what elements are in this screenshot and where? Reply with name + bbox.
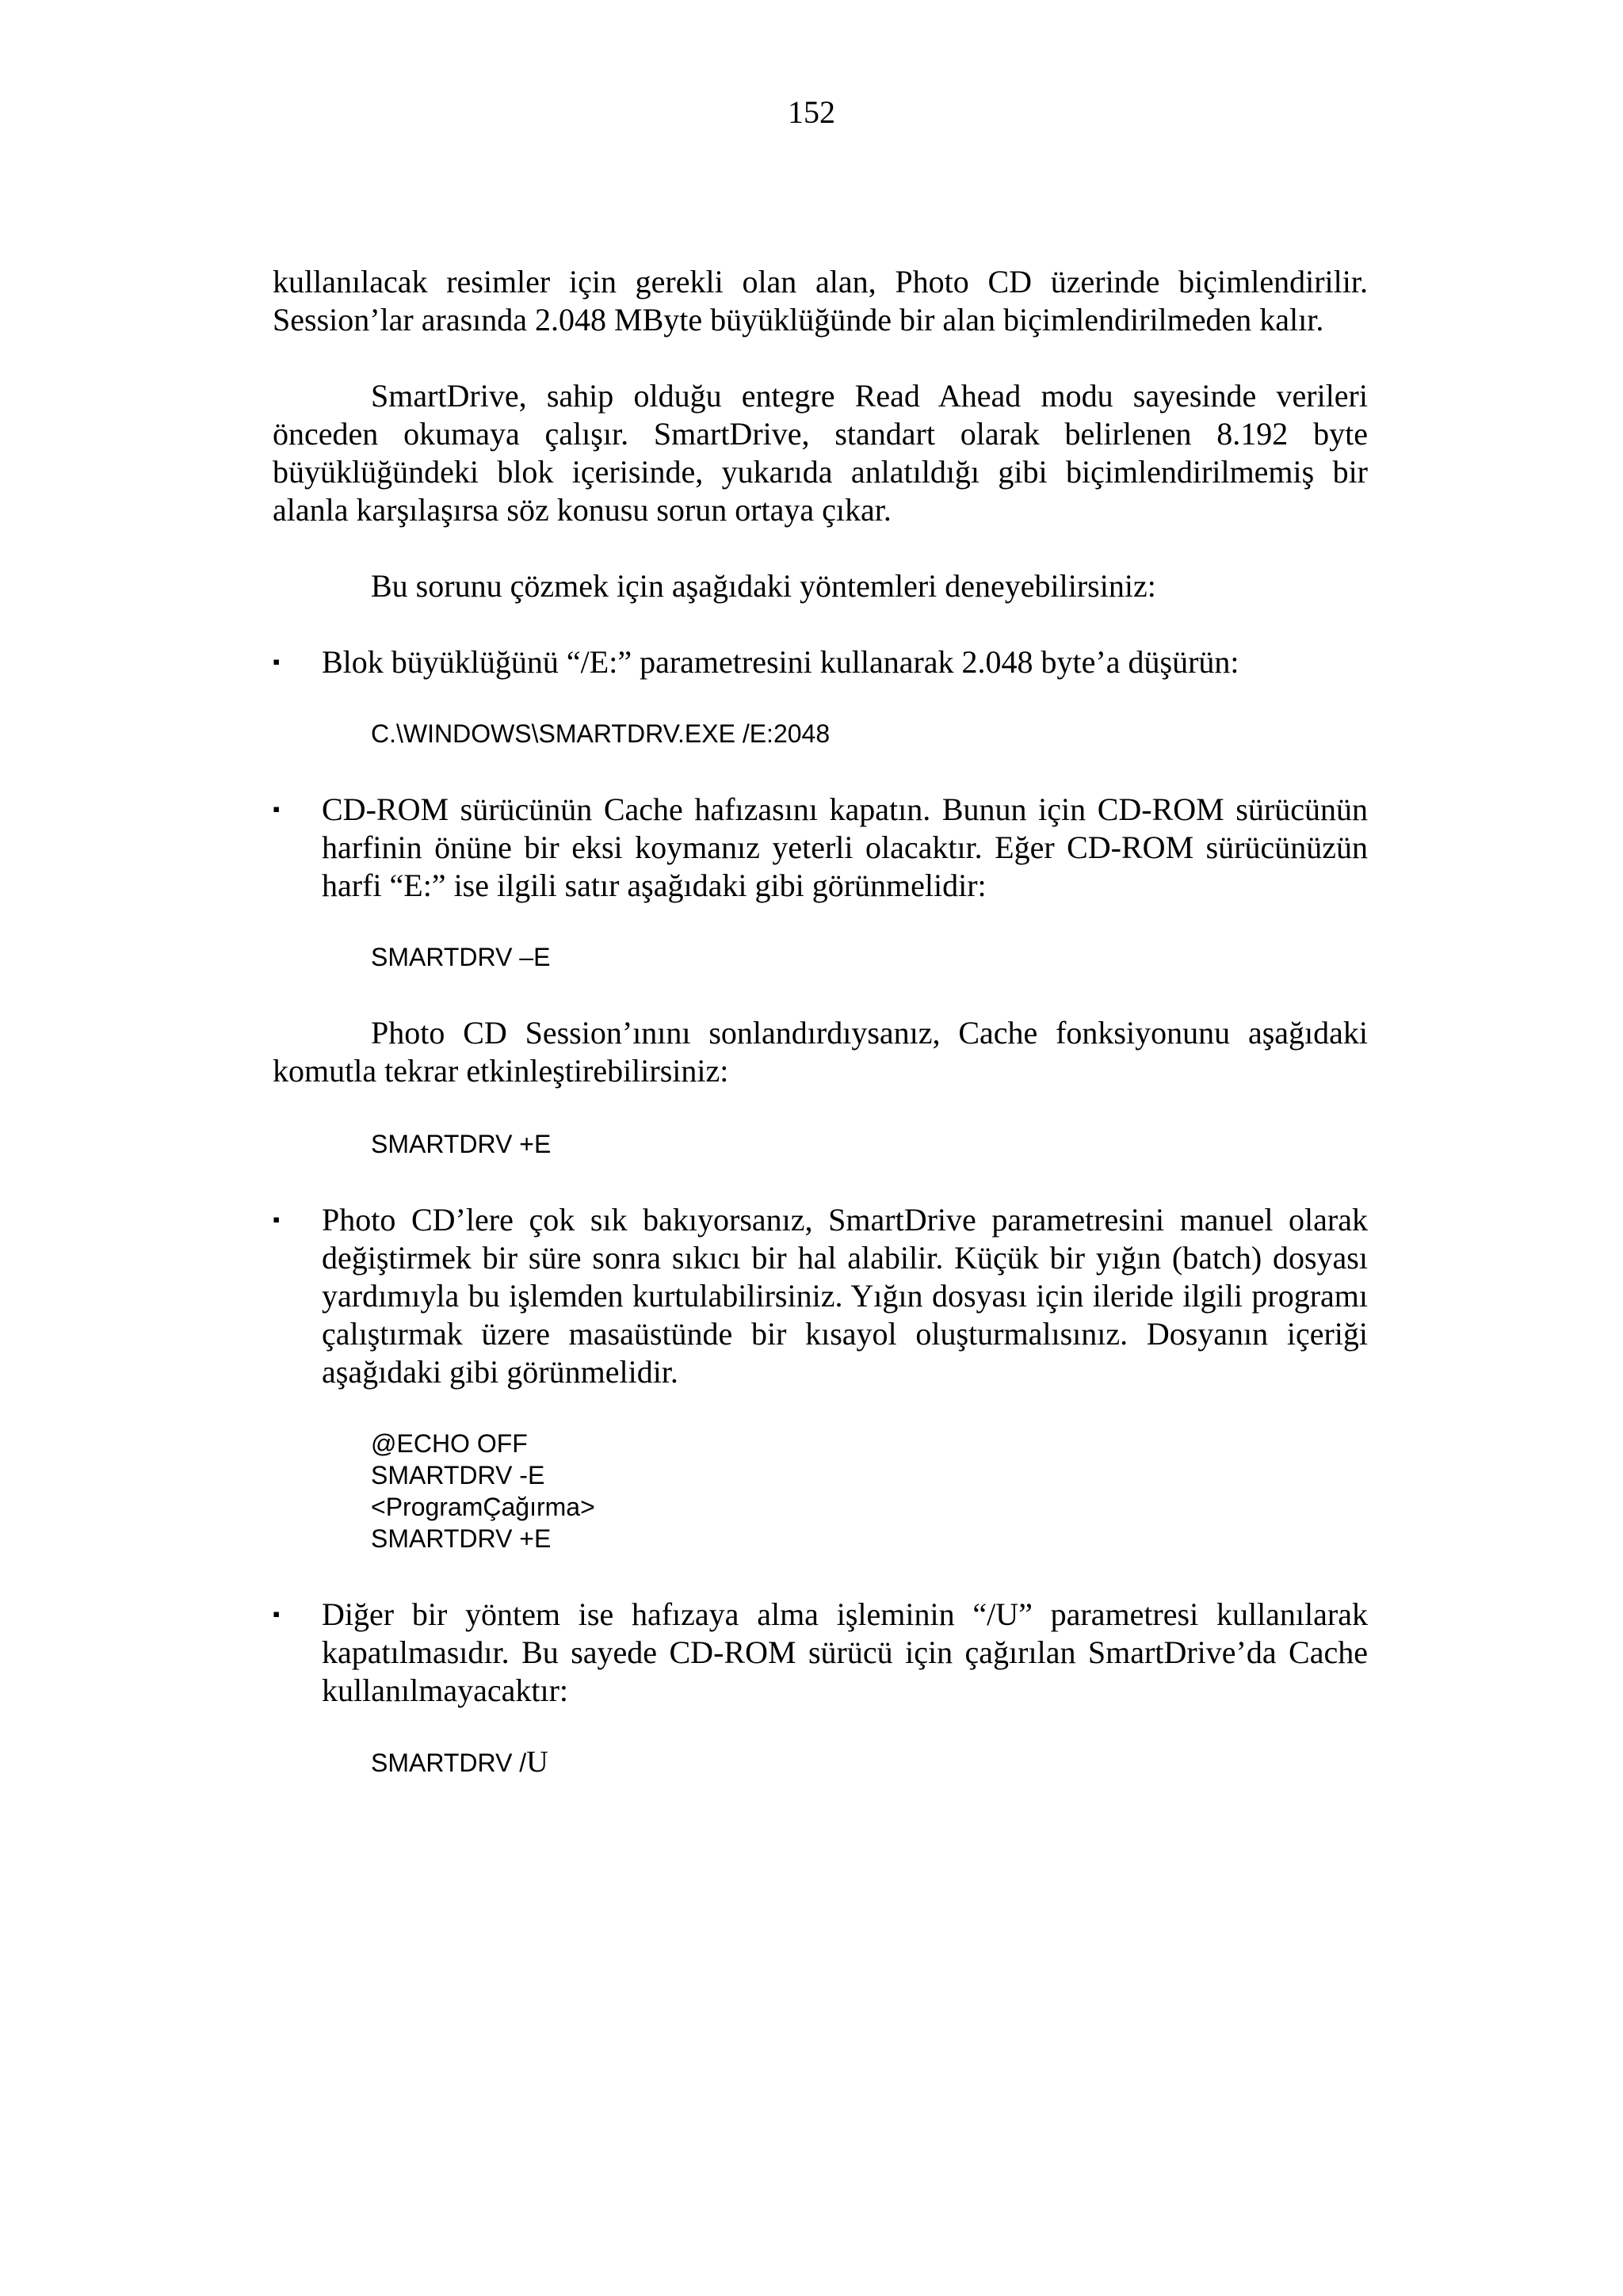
bullet-text: Photo CD’lere çok sık bakıyorsanız, SmartDrive parametresini manuel olarak değiştirmek bir süre sonra sıkıcı bir hal alabilir. Küçük bir yığın (batch) dosyası yardımıyla bu işlemden kurtulabilirsiniz. Yığın dosyası için ileride ilgili programı çalıştırmak üzere masaüstünde bir kısayol oluşturmalısınız. Dosyanın içeriği aşağıdaki gibi görünmelidir.	[322, 1202, 1368, 1390]
code-smartdrv-block-size: C.\WINDOWS\SMARTDRV.EXE /E:2048	[371, 719, 831, 748]
code-line: @ECHO OFF	[371, 1429, 528, 1458]
code-batch-file	[273, 1428, 1368, 1554]
bullet-marker: ▪	[273, 650, 281, 673]
paragraph-photo-cd-format: kullanılacak resimler için gerekli olan alan, Photo CD üzerinde biçimlendirilir. Session’lar arasında 2.048 MByte büyüklüğünde bir alan biçimlendirilmeden kalır.	[273, 264, 1368, 338]
paragraph-smartdrive-read-ahead: SmartDrive, sahip olduğu entegre Read Ahead modu sayesinde verileri önceden okumaya çalışır. SmartDrive, standart olarak belirlenen 8.192 byte büyüklüğündeki blok içerisinde, yukarıda anlatıldığı gibi biçimlendirilmemiş bir alanla karşılaşırsa söz konusu sorun ortaya çıkar.	[273, 378, 1368, 528]
bullet-text: Blok büyüklüğünü “/E:” parametresini kullanarak 2.048 byte’a düşürün:	[322, 644, 1239, 680]
bullet-item-block-size	[273, 643, 1368, 681]
code-line: SMARTDRV -E	[371, 1461, 545, 1489]
code-line: <ProgramÇağırma>	[371, 1493, 595, 1521]
code-smartdrv-u	[273, 1746, 1368, 1779]
bullet-marker: ▪	[273, 1603, 281, 1626]
paragraph-reenable-cache: Photo CD Session’ınını sonlandırdıysanız, Cache fonksiyonunu aşağıdaki komutla tekrar etkinleştirebilirsiniz:	[273, 1015, 1368, 1089]
bullet-item-disable-cache	[273, 791, 1368, 905]
bullet-text: CD-ROM sürücünün Cache hafızasını kapatın. Bunun için CD-ROM sürücünün harfinin önüne bir eksi koymanız yeterli olacaktır. Eğer CD-ROM sürücünüzün harfi “E:” ise ilgili satır aşağıdaki gibi görünmelidir:	[322, 791, 1368, 903]
code-smartdrv-plus-e: SMARTDRV +E	[371, 1130, 552, 1158]
bullet-marker: ▪	[273, 1208, 281, 1231]
code-line: SMARTDRV +E	[371, 1524, 552, 1553]
code-suffix: U	[526, 1745, 548, 1779]
bullet-text: Diğer bir yöntem ise hafızaya alma işleminin “/U” parametresi kullanılarak kapatılmasıdır. Bu sayede CD-ROM sürücü için çağırılan SmartDrive’da Cache kullanılmayacaktır:	[322, 1596, 1368, 1708]
page-body	[273, 263, 1368, 1820]
paragraph-methods-intro: Bu sorunu çözmek için aşağıdaki yöntemleri deneyebilirsiniz:	[371, 568, 1156, 604]
bullet-item-batch-file	[273, 1201, 1368, 1391]
code-prefix: SMARTDRV /	[371, 1749, 527, 1777]
bullet-marker: ▪	[273, 798, 281, 821]
code-smartdrv-minus-e: SMARTDRV –E	[371, 943, 551, 971]
bullet-item-u-parameter	[273, 1596, 1368, 1710]
page-number: 152	[788, 94, 835, 130]
